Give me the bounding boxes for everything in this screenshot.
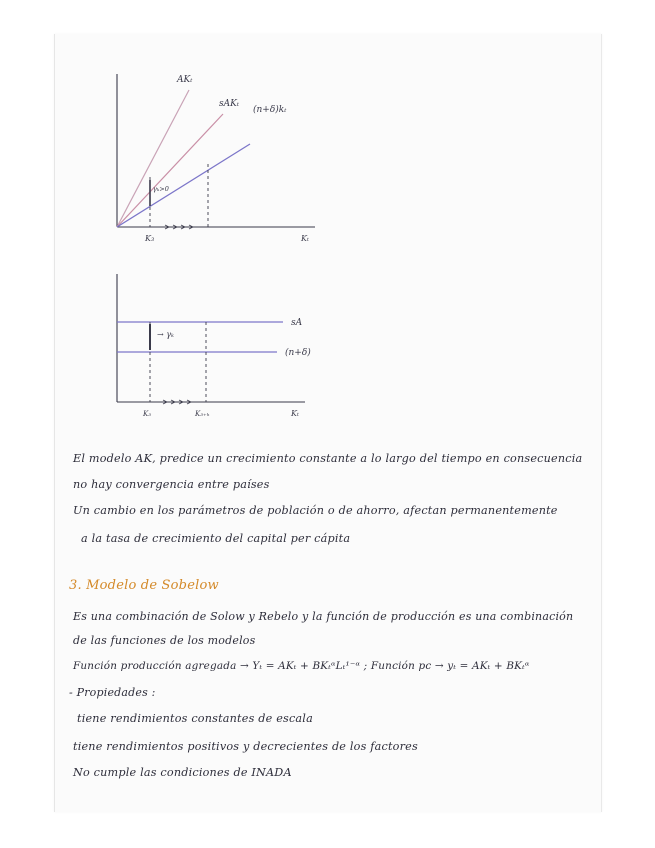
tick-kt: Kₜ: [301, 234, 309, 243]
tick-k3: K₃: [145, 234, 155, 243]
paragraph-ak-line1: El modelo AK, predice un crecimiento constante a lo largo del tiempo en consecuencia: [73, 452, 583, 465]
label-ak: AKₜ: [177, 75, 193, 85]
label-n-delta: (n+δ): [285, 348, 311, 358]
label-gamma-k: → γₖ: [157, 330, 174, 339]
tick-k3: K₃: [143, 410, 152, 418]
description-line2: de las funciones de los modelos: [73, 634, 256, 647]
tick-kt: Kₜ: [291, 409, 299, 418]
function-line: Función producción agregada → Yₜ = AKₜ + BKₜᵅLₜ¹⁻ᵅ ; Función pc → yₜ = AKₜ + BKₜᵅ: [73, 660, 530, 672]
property-1: tiene rendimientos constantes de escala: [77, 712, 313, 725]
growth-rate-graph: [105, 266, 335, 426]
property-2: tiene rendimientos positivos y decrecientes de los factores: [73, 740, 418, 753]
ak-line: [117, 90, 189, 227]
paragraph-change-line1: Un cambio en los parámetros de población o de ahorro, afectan permanentemente: [73, 504, 558, 517]
properties-title: - Propiedades :: [69, 686, 156, 699]
section-heading: 3. Modelo de Sobelow: [69, 578, 219, 593]
label-sak: sAKₜ: [219, 99, 240, 109]
label-sa: sA: [291, 318, 303, 328]
description-line1: Es una combinación de Solow y Rebelo y la función de producción es una combinación: [73, 610, 574, 623]
paragraph-change-line2: a la tasa de crecimiento del capital per cápita: [81, 532, 351, 545]
property-3: No cumple las condiciones de INADA: [73, 766, 292, 779]
tick-k3h: K₃₊ₕ: [195, 410, 210, 418]
label-gamma: γₖ>0: [153, 185, 169, 193]
paragraph-ak-line2: no hay convergencia entre países: [73, 478, 270, 491]
ak-growth-graph: [105, 62, 335, 252]
notebook-page: [54, 34, 602, 812]
label-n-delta-k: (n+δ)kₜ: [253, 105, 287, 115]
